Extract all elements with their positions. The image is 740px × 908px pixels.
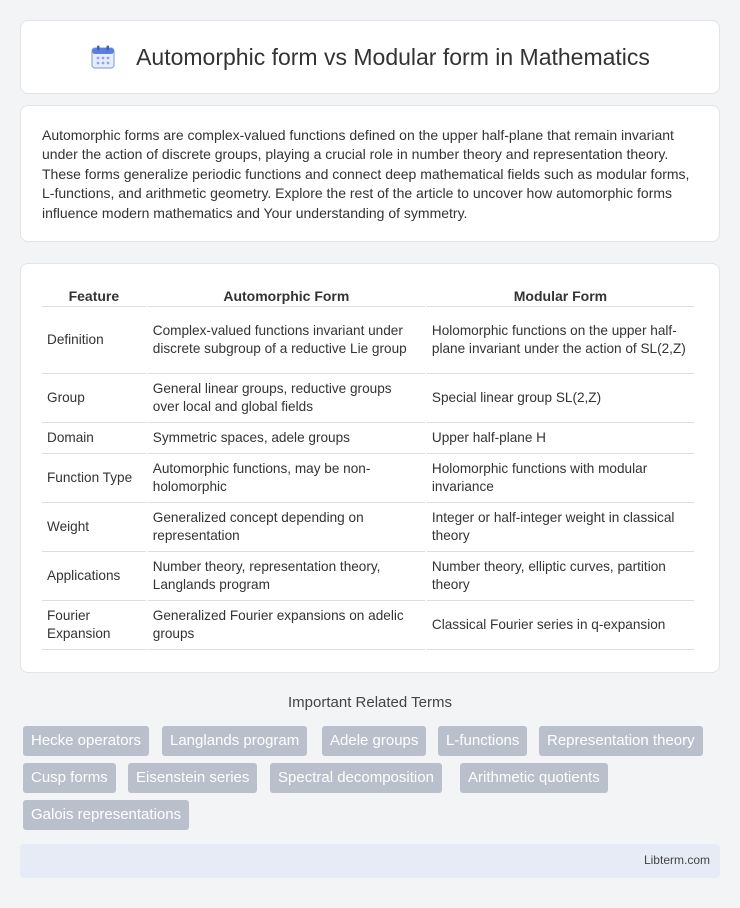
footer xyxy=(20,844,720,878)
tag-spectral-decomposition[interactable]: Spectral decomposition xyxy=(270,763,442,793)
tag-cusp-forms[interactable]: Cusp forms xyxy=(23,763,116,793)
table-row xyxy=(42,552,694,601)
row-feature-cell: Weight xyxy=(42,503,146,552)
tag-galois-representations[interactable]: Galois representations xyxy=(23,800,189,830)
title-card xyxy=(20,20,720,94)
row-automorphic-cell: General linear groups, reductive groups over local and global fields xyxy=(148,374,425,423)
row-modular-cell: Holomorphic functions with modular invariance xyxy=(427,454,694,503)
title-wrap xyxy=(90,44,650,71)
table-header-row xyxy=(42,285,694,307)
row-automorphic-cell: Complex-valued functions invariant under discrete subgroup of a reductive Lie group xyxy=(148,307,425,374)
intro-card xyxy=(20,105,720,242)
page-title: Automorphic form vs Modular form in Mathematics xyxy=(136,43,650,70)
tag-eisenstein-series[interactable]: Eisenstein series xyxy=(128,763,257,793)
row-feature-cell: Applications xyxy=(42,552,146,601)
header-feature: Feature xyxy=(42,285,146,307)
row-modular-cell: Integer or half-integer weight in classical theory xyxy=(427,503,694,552)
header-modular-form: Modular Form xyxy=(427,285,694,307)
row-feature-cell: Domain xyxy=(42,423,146,454)
footer-site-link[interactable]: Libterm.com xyxy=(643,853,710,867)
tag-representation-theory[interactable]: Representation theory xyxy=(539,726,703,756)
comparison-table xyxy=(40,285,696,650)
row-automorphic-cell: Automorphic functions, may be non-holomorphic xyxy=(148,454,425,503)
tag-arithmetic-quotients[interactable]: Arithmetic quotients xyxy=(460,763,608,793)
row-automorphic-cell: Number theory, representation theory, Langlands program xyxy=(148,552,425,601)
row-modular-cell: Number theory, elliptic curves, partition theory xyxy=(427,552,694,601)
row-automorphic-cell: Symmetric spaces, adele groups xyxy=(148,423,425,454)
tag-adele-groups[interactable]: Adele groups xyxy=(322,726,426,756)
table-row xyxy=(42,503,694,552)
row-automorphic-cell: Generalized concept depending on representation xyxy=(148,503,425,552)
header-automorphic-form: Automorphic Form xyxy=(148,285,425,307)
intro-paragraph: Automorphic forms are complex-valued functions defined on the upper half-plane that remain invariant under the action of discrete groups, playing a crucial role in number theory and representation theory. These forms generalize periodic functions and connect deep mathematical fields such as modular forms, L-functions, and arithmetic geometry. Explore the rest of the article to uncover how automorphic forms influence modern mathematics and Your understanding of symmetry. xyxy=(42,127,690,221)
row-automorphic-cell: Generalized Fourier expansions on adelic groups xyxy=(148,601,425,650)
tag-hecke-operators[interactable]: Hecke operators xyxy=(23,726,149,756)
table-row xyxy=(42,601,694,650)
row-feature-cell: Function Type xyxy=(42,454,146,503)
row-feature-cell: Group xyxy=(42,374,146,423)
calendar-icon xyxy=(90,44,116,70)
tag-l-functions[interactable]: L-functions xyxy=(438,726,527,756)
table-row xyxy=(42,454,694,503)
table-row xyxy=(42,307,694,374)
table-row xyxy=(42,423,694,454)
row-modular-cell: Holomorphic functions on the upper half-plane invariant under the action of SL(2,Z) xyxy=(427,307,694,374)
row-modular-cell: Special linear group SL(2,Z) xyxy=(427,374,694,423)
tag-langlands-program[interactable]: Langlands program xyxy=(162,726,307,756)
row-modular-cell: Classical Fourier series in q-expansion xyxy=(427,601,694,650)
related-terms-title: Important Related Terms xyxy=(288,694,452,711)
table-row xyxy=(42,374,694,423)
row-feature-cell: Definition xyxy=(42,307,146,374)
row-modular-cell: Upper half-plane H xyxy=(427,423,694,454)
comparison-card xyxy=(20,263,720,673)
row-feature-cell: Fourier Expansion xyxy=(42,601,146,650)
